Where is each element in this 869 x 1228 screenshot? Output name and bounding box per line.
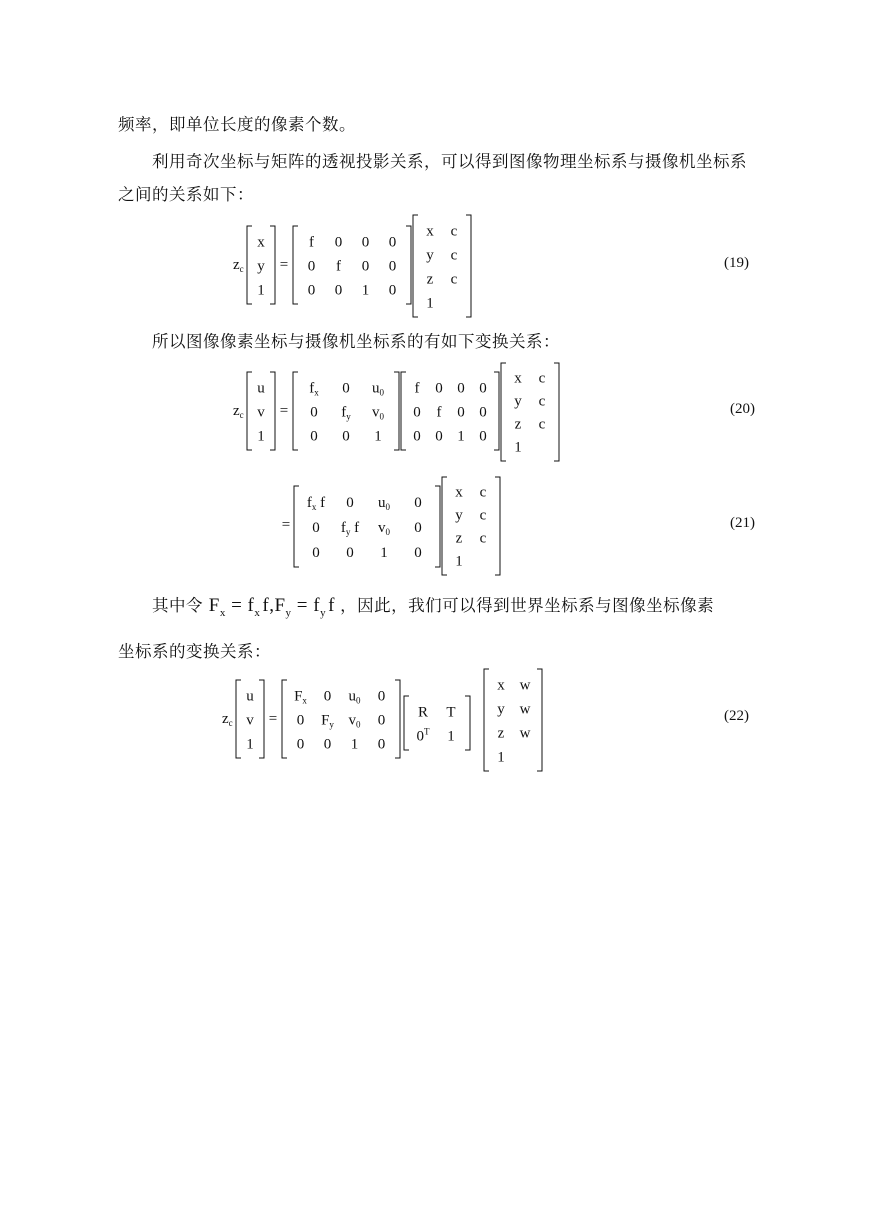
eq22-rhs-vector-cell: w — [519, 701, 531, 718]
equation-22 — [218, 668, 531, 770]
eq20-lhs-vector-cell: u — [257, 380, 265, 397]
eq19-lhs-vector-cell: y — [257, 258, 265, 275]
eq19-rhs-vector-cell: c — [450, 271, 458, 288]
eq19-rhs-vector-cell: z — [426, 271, 434, 288]
eq20-projection-matrix-left-bracket — [401, 372, 406, 450]
eq20-projection-matrix-cell: 0 — [479, 380, 487, 397]
eq22-intrinsic-matrix-cell: 0 — [377, 712, 386, 729]
eq19-lhs-vector-cell: x — [257, 234, 265, 251]
eq20-projection-matrix-cell: 0 — [479, 428, 487, 445]
eq21-rhs-vector-left-bracket — [442, 477, 447, 575]
eq22-intrinsic-matrix-right-bracket — [395, 680, 400, 758]
eq19-projection-matrix-cell: 0 — [388, 282, 397, 299]
eq20-rhs-vector-cell: c — [538, 416, 546, 433]
eq19-projection-matrix-cell: 0 — [388, 258, 397, 275]
equation-number-22: (22) — [724, 708, 749, 724]
eq22-intrinsic-matrix-cell: 0 — [296, 712, 305, 729]
eq20-lhs-vector-cell: v — [257, 404, 265, 421]
eq19-rhs-vector-cell: c — [450, 247, 458, 264]
eq20-intrinsic-matrix-cell: 0 — [342, 428, 350, 445]
eq21-rhs-vector-cell: c — [479, 507, 487, 524]
eq22-rhs-vector-cell: w — [519, 725, 531, 742]
equation-21 — [278, 476, 487, 578]
eq19-projection-matrix-cell: 0 — [307, 282, 316, 299]
eq19-rhs-vector-left-bracket — [413, 215, 418, 317]
paragraph-4-suffix: ，因此，我们可以得到世界坐标系与图像坐标像素 — [340, 596, 715, 615]
eq19-projection-matrix-left-bracket — [293, 226, 298, 304]
eq20-rhs-vector-cell: 1 — [514, 439, 522, 456]
eq19-rhs-vector-right-bracket — [466, 215, 471, 317]
eq22-intrinsic-matrix-cell: 0 — [323, 688, 332, 705]
eq21-rhs-vector-cell: c — [479, 484, 487, 501]
eq20-intrinsic-matrix-cell: 0 — [310, 404, 318, 421]
eq21-combined-matrix-cell: 1 — [380, 545, 388, 561]
eq22-intrinsic-matrix-cell: $v_0$ — [348, 712, 361, 730]
eq19-projection-matrix-cell: f — [309, 234, 314, 251]
eq22-rhs-vector-cell: w — [519, 677, 531, 694]
eq20-rhs-vector-cell: y — [514, 393, 522, 410]
eq22-extrinsic-matrix-cell: 1 — [447, 728, 455, 745]
eq19-lhs-vector-cell: 1 — [257, 282, 265, 299]
eq20-projection-matrix-cell: 0 — [413, 428, 421, 445]
eq21-combined-matrix-cell: 0 — [346, 545, 354, 561]
eq20-lhs-vector-right-bracket — [270, 372, 275, 450]
eq21-combined-matrix-cell: 0 — [312, 545, 320, 561]
eq22-lhs-vector-cell: 1 — [246, 736, 254, 753]
eq22-extrinsic-matrix-left-bracket — [404, 696, 409, 750]
eq22-rhs-vector-cell: y — [497, 701, 505, 718]
eq22-lhs-vector-left-bracket — [236, 680, 241, 758]
eq21-rhs-vector-cell: x — [455, 484, 463, 501]
eq20-lhs-vector-cell: 1 — [257, 428, 265, 445]
eq19-projection-matrix-cell: 0 — [307, 258, 316, 275]
eq20-projection-matrix-cell: 0 — [413, 404, 421, 421]
eq22-rhs-vector-cell: z — [497, 725, 505, 742]
eq20-projection-matrix-cell: f — [414, 380, 420, 397]
eq22-rhs-vector-cell: x — [497, 677, 505, 694]
equation-19 — [225, 214, 458, 316]
eq22-intrinsic-matrix-cell: 0 — [377, 736, 386, 753]
paragraph-4-prefix: 其中令 — [152, 596, 203, 615]
eq21-rhs-vector-cell: c — [479, 530, 487, 547]
eq21-rhs-vector-cell: 1 — [455, 553, 463, 570]
eq19-rhs-vector-cell: x — [426, 223, 434, 240]
eq20-rhs-vector-cell: c — [538, 370, 546, 387]
eq21-combined-matrix-cell: $v_0$ — [378, 520, 390, 537]
eq20-rhs-vector-cell: x — [514, 370, 522, 387]
eq20-intrinsic-matrix-cell: 0 — [310, 428, 318, 445]
eq20-rhs-vector-left-bracket — [501, 363, 506, 461]
eq20-scalar: $z_c$ — [233, 403, 244, 420]
eq22-intrinsic-matrix-cell: 0 — [323, 736, 332, 753]
eq22-rhs-vector-left-bracket — [484, 669, 489, 771]
eq20-intrinsic-matrix-cell: $f_x$ — [309, 380, 319, 398]
eq19-rhs-vector-cell: 1 — [426, 295, 434, 312]
eq20-projection-matrix-cell: 0 — [457, 404, 465, 421]
eq21-combined-matrix-cell: $u_0$ — [378, 495, 390, 512]
eq20-projection-matrix-cell: 0 — [435, 380, 443, 397]
eq19-scalar: $z_c$ — [233, 257, 244, 274]
paragraph-1: 频率，即单位长度的像素个数。 — [118, 115, 356, 134]
eq22-extrinsic-matrix-cell: T — [446, 704, 456, 721]
equation-number-21: (21) — [730, 515, 755, 531]
eq21-rhs-vector-cell: z — [455, 530, 463, 547]
eq19-rhs-vector-cell: c — [450, 223, 458, 240]
eq22-intrinsic-matrix-cell: 1 — [350, 736, 359, 753]
eq22-extrinsic-matrix-cell: R — [417, 704, 429, 721]
eq19-projection-matrix-cell: 0 — [388, 234, 397, 251]
eq22-rhs-vector-cell: 1 — [497, 749, 505, 766]
eq21-rhs-vector-right-bracket — [495, 477, 500, 575]
eq19-rhs-vector-cell: y — [426, 247, 434, 264]
eq22-intrinsic-matrix-cell: $F_y$ — [321, 712, 334, 730]
eq21-combined-matrix-right-bracket — [435, 486, 440, 567]
eq21-combined-matrix-cell: 0 — [414, 545, 422, 561]
eq21-combined-matrix-cell: 0 — [414, 520, 422, 536]
equation-20 — [225, 362, 546, 462]
eq19-projection-matrix-cell: 0 — [361, 234, 370, 251]
eq19-projection-matrix-cell: 0 — [361, 258, 370, 275]
eq20-projection-matrix-cell: 0 — [479, 404, 487, 421]
paragraph-4-line-1 — [152, 592, 714, 619]
eq20-rhs-vector-cell: c — [538, 393, 546, 410]
equation-number-19: (19) — [724, 255, 749, 271]
paragraph-2-line-1: 利用奇次坐标与矩阵的透视投影关系，可以得到图像物理坐标系与摄像机坐标系 — [152, 152, 747, 171]
eq20-projection-matrix-cell: 0 — [435, 428, 443, 445]
eq20-projection-matrix-cell: f — [436, 404, 442, 421]
eq20-intrinsic-matrix-cell: $f_y$ — [341, 404, 351, 422]
eq20-intrinsic-matrix-cell: $u_0$ — [372, 380, 384, 398]
inline-equation-focal: $F_x = f_x$ $f,F_y = f_y$ f — [208, 595, 335, 619]
paragraph-4-line-2: 坐标系的变换关系： — [118, 642, 271, 661]
eq19-projection-matrix-cell: f — [336, 258, 341, 275]
eq19-projection-matrix-cell: 0 — [334, 234, 343, 251]
eq22-extrinsic-matrix-right-bracket — [465, 696, 470, 750]
eq20-rhs-vector-right-bracket — [554, 363, 559, 461]
eq20-projection-matrix-cell: 1 — [457, 428, 465, 445]
eq21-combined-matrix-cell: $f_y$ f — [340, 520, 360, 537]
eq20-lhs-vector-left-bracket — [247, 372, 252, 450]
eq22-rhs-vector-right-bracket — [537, 669, 542, 771]
eq21-combined-matrix-cell: 0 — [346, 495, 354, 511]
eq20-projection-matrix-right-bracket — [494, 372, 499, 450]
eq22-lhs-vector-right-bracket — [259, 680, 264, 758]
eq22-equals: = — [268, 711, 278, 727]
eq21-equals: = — [281, 517, 291, 533]
eq20-intrinsic-matrix-right-bracket — [394, 372, 399, 450]
paragraph-2-line-2: 之间的关系如下： — [118, 185, 254, 204]
eq20-projection-matrix-cell: 0 — [457, 380, 465, 397]
eq22-extrinsic-matrix-cell: $0^T$ — [416, 726, 430, 745]
eq19-equals: = — [279, 257, 289, 273]
eq22-intrinsic-matrix-cell: $F_x$ — [294, 688, 307, 706]
eq20-equals: = — [279, 403, 289, 419]
eq22-intrinsic-matrix-cell: 0 — [377, 688, 386, 705]
eq22-lhs-vector-cell: u — [246, 688, 254, 705]
eq19-projection-matrix-cell: 1 — [361, 282, 370, 299]
eq22-lhs-vector-cell: v — [246, 712, 254, 729]
eq21-combined-matrix-left-bracket — [294, 486, 299, 567]
eq22-intrinsic-matrix-cell: $u_0$ — [348, 688, 361, 706]
eq20-intrinsic-matrix-left-bracket — [293, 372, 298, 450]
eq22-intrinsic-matrix-cell: 0 — [296, 736, 305, 753]
eq22-intrinsic-matrix-left-bracket — [282, 680, 287, 758]
eq21-combined-matrix-cell: $f_x$ f — [306, 495, 326, 512]
paragraph-3: 所以图像像素坐标与摄像机坐标系的有如下变换关系： — [152, 332, 560, 351]
eq20-intrinsic-matrix-cell: 0 — [342, 380, 350, 397]
eq20-intrinsic-matrix-cell: $v_0$ — [372, 404, 384, 422]
eq21-combined-matrix-cell: 0 — [312, 520, 320, 536]
eq22-scalar: $z_c$ — [222, 711, 233, 728]
equation-number-20: (20) — [730, 401, 755, 417]
eq19-projection-matrix-right-bracket — [406, 226, 411, 304]
eq20-intrinsic-matrix-cell: 1 — [374, 428, 382, 445]
eq19-lhs-vector-left-bracket — [247, 226, 252, 304]
eq21-combined-matrix-cell: 0 — [414, 495, 422, 511]
eq20-rhs-vector-cell: z — [514, 416, 522, 433]
eq19-projection-matrix-cell: 0 — [334, 282, 343, 299]
eq19-lhs-vector-right-bracket — [270, 226, 275, 304]
eq21-rhs-vector-cell: y — [455, 507, 463, 524]
